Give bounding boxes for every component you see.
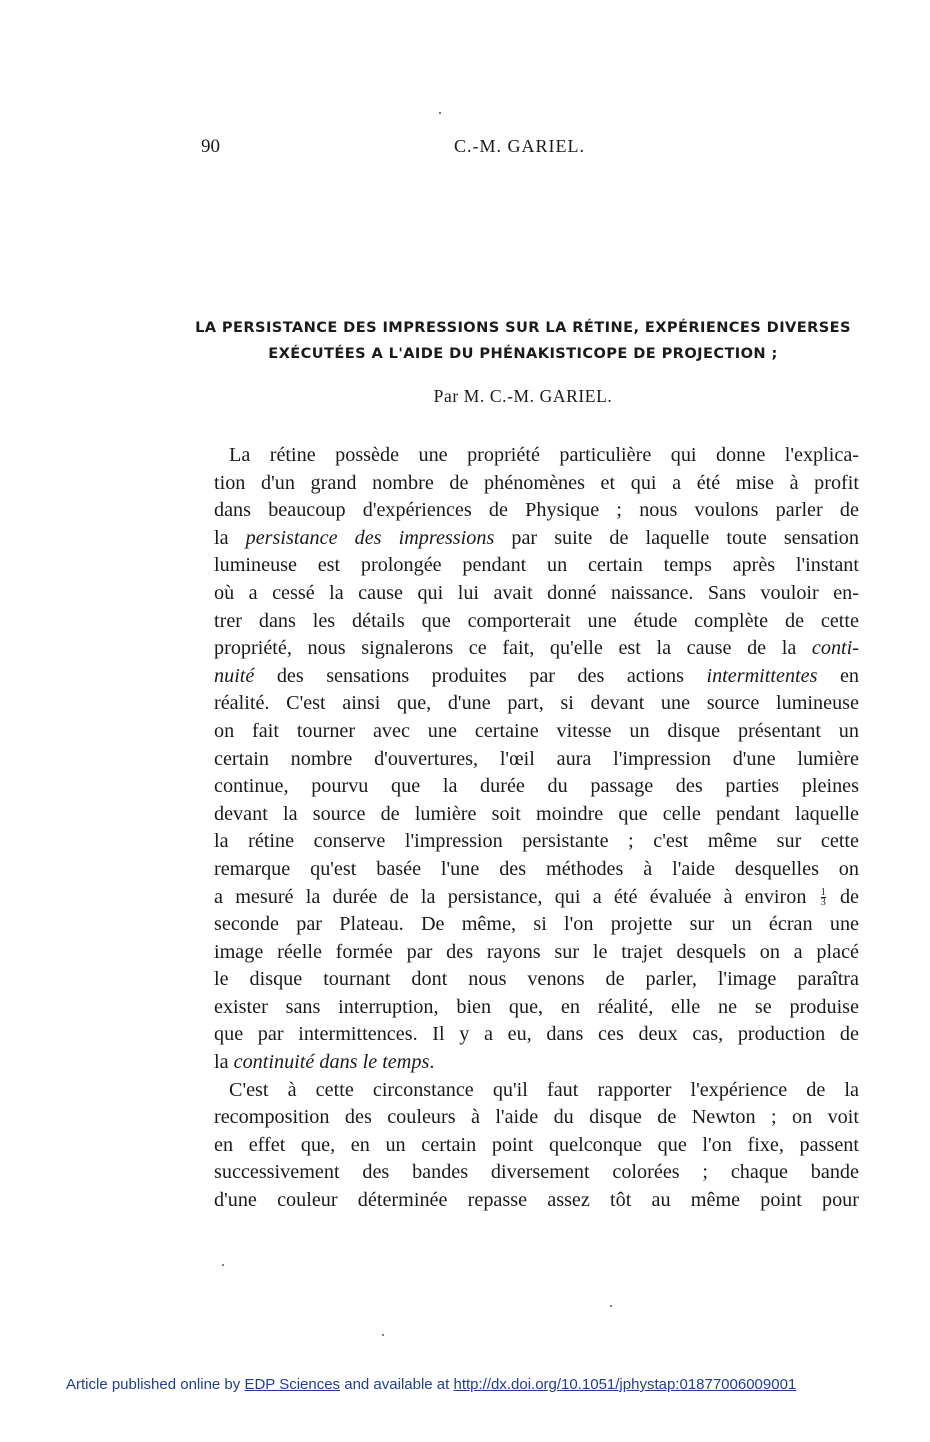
body-line: que par intermittences. Il y a eu, dans ces deux cas, production de <box>214 1023 859 1046</box>
body-line: certain nombre d'ouvertures, l'œil aura l'impression d'une lumière <box>214 747 859 770</box>
publication-footer <box>66 1376 796 1393</box>
italic-term: conti- <box>811 637 859 660</box>
body-line: la rétine conserve l'impression persistante ; c'est même sur cette <box>214 830 859 853</box>
body-line: d'une couleur déterminée repasse assez tôt au même point pour <box>214 1189 859 1212</box>
text-run: par suite de laquelle toute sensation <box>494 526 859 549</box>
body-line <box>214 525 859 553</box>
article-title <box>190 315 856 367</box>
body-line <box>214 1049 859 1077</box>
body-line: tion d'un grand nombre de phénomènes et qui a été mise à profit <box>214 471 859 494</box>
body-line: réalité. C'est ainsi que, d'une part, si devant une source lumineuse <box>214 692 859 715</box>
body-line: dans beaucoup d'expériences de Physique ; nous voulons parler de <box>214 499 859 522</box>
body-line: continue, pourvu que la durée du passage des parties pleines <box>214 775 859 798</box>
scan-speck <box>439 112 441 114</box>
body-line: successivement des bandes diversement colorées ; chaque bande <box>214 1161 859 1184</box>
text-run: de <box>839 885 860 908</box>
body-line <box>214 884 859 912</box>
body-line: où a cessé la cause qui lui avait donné naissance. Sans vouloir en- <box>214 581 859 604</box>
body-line: image réelle formée par des rayons sur le trajet desquels on a placé <box>214 940 859 963</box>
fraction-denominator: 3 <box>820 897 826 909</box>
italic-term: continuité dans le temps <box>233 1051 430 1074</box>
fraction-numerator: 1 <box>820 887 826 899</box>
running-head: C.-M. GARIEL. <box>454 136 585 156</box>
body-line <box>214 635 859 663</box>
body-line: on fait tourner avec une certaine vitesse un disque présentant un <box>214 719 859 742</box>
title-line-1: LA PERSISTANCE DES IMPRESSIONS SUR LA RÉTINE, EXPÉRIENCES DIVERSES <box>195 319 851 336</box>
footer-prefix: Article published online by <box>66 1376 245 1393</box>
text-run: en <box>817 664 859 687</box>
author-byline: Par M. C.-M. GARIEL. <box>433 386 613 406</box>
body-line: trer dans les détails que comporterait une étude complète de cette <box>214 609 859 632</box>
publisher-link[interactable]: EDP Sciences <box>244 1376 341 1393</box>
body-line: exister sans interruption, bien que, en réalité, elle ne se produise <box>214 995 859 1018</box>
body-line: en effet que, en un certain point quelconque que l'on fixe, passent <box>214 1133 859 1156</box>
body-line <box>214 663 859 691</box>
body-line: devant la source de lumière soit moindre que celle pendant laquelle <box>214 802 859 825</box>
article-body <box>214 442 859 1215</box>
body-line: le disque tournant dont nous venons de parler, l'image paraîtra <box>214 968 859 991</box>
scan-speck <box>222 1264 224 1266</box>
body-line: C'est à cette circonstance qu'il faut rapporter l'expérience de la <box>229 1078 859 1101</box>
body-line: seconde par Plateau. De même, si l'on projette sur un écran une <box>214 913 859 936</box>
scan-speck <box>610 1305 612 1307</box>
fraction <box>821 888 826 907</box>
scan-speck <box>382 1334 384 1336</box>
doi-link[interactable]: http://dx.doi.org/10.1051/jphystap:01877006009001 <box>453 1376 797 1393</box>
page-number: 90 <box>201 136 220 157</box>
italic-term: intermittentes <box>706 664 818 687</box>
text-run: propriété, nous signalerons ce fait, qu'elle est la cause de la <box>214 637 812 660</box>
text-run: la <box>214 1051 234 1074</box>
body-line: La rétine possède une propriété particulière qui donne l'explica- <box>229 444 859 466</box>
title-line-2: EXÉCUTÉES A L'AIDE DU PHÉNAKISTICOPE DE PROJECTION ; <box>268 345 778 362</box>
text-run: la <box>214 526 246 549</box>
text-run: a mesuré la durée de la persistance, qui a été évaluée à environ <box>214 885 807 908</box>
body-line: remarque qu'est basée l'une des méthodes à l'aide desquelles on <box>214 857 859 880</box>
footer-middle: and available at <box>340 1376 454 1393</box>
text-run: des sensations produites par des actions <box>254 664 707 687</box>
italic-term: persistance des impressions <box>245 526 495 549</box>
body-line: lumineuse est prolongée pendant un certain temps après l'instant <box>214 554 859 577</box>
body-line: recomposition des couleurs à l'aide du disque de Newton ; on voit <box>214 1106 859 1129</box>
text-run: . <box>429 1051 435 1074</box>
italic-term: nuité <box>214 664 255 687</box>
